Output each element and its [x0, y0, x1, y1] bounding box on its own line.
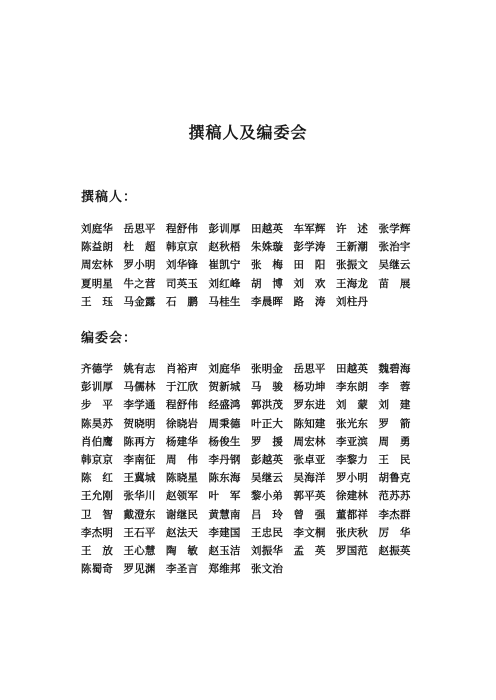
person-name: 罗小明	[336, 472, 369, 485]
person-name: 张光东	[336, 417, 369, 430]
person-name: 李杰群	[378, 508, 411, 521]
person-name: 罗见渊	[123, 563, 156, 576]
person-name: 韩京京	[166, 241, 199, 254]
person-name: 彭越英	[251, 453, 284, 466]
person-name: 许 述	[336, 223, 369, 235]
person-name: 刘柱丹	[336, 295, 369, 308]
person-name: 路 涛	[293, 295, 326, 308]
person-name: 田越英	[336, 363, 369, 375]
person-name: 郭洪茂	[251, 399, 284, 412]
person-name: 李文桐	[293, 526, 326, 539]
person-name: 牛之营	[123, 277, 156, 290]
person-name: 刘庭华	[81, 223, 114, 235]
person-name: 周 勇	[378, 435, 411, 448]
person-name: 齐德学	[81, 363, 114, 375]
person-name: 朱姝璇	[251, 241, 284, 254]
person-name: 赵振英	[378, 544, 411, 557]
person-name: 张治宇	[378, 241, 411, 254]
person-name: 王 民	[378, 453, 411, 466]
person-name: 贺晓明	[123, 417, 156, 430]
person-name: 夏明星	[81, 277, 114, 290]
person-name: 于江欣	[166, 381, 199, 394]
person-name: 张华川	[123, 490, 156, 503]
person-name: 陈 红	[81, 472, 114, 485]
person-name: 王海龙	[336, 277, 369, 290]
person-name: 李亚滨	[336, 435, 369, 448]
person-name: 董都祥	[336, 508, 369, 521]
person-name: 罗 援	[251, 435, 284, 448]
person-name: 周 伟	[166, 453, 199, 466]
person-name: 张明金	[251, 363, 284, 375]
person-name: 郭平英	[293, 490, 326, 503]
person-name: 田越英	[251, 223, 284, 235]
person-name: 陈蜀奇	[81, 563, 114, 576]
person-name: 肖裕声	[166, 363, 199, 375]
person-name: 陈昊苏	[81, 417, 114, 430]
person-name: 石 鹏	[166, 295, 199, 308]
person-name: 范苏苏	[378, 490, 411, 503]
person-name: 杨功坤	[293, 381, 326, 394]
person-name: 赵法天	[166, 526, 199, 539]
person-name: 杜 超	[123, 241, 156, 254]
person-name: 叶正大	[251, 417, 284, 430]
person-name: 杨俊生	[208, 435, 241, 448]
person-name: 赵玉洁	[208, 544, 241, 557]
person-name: 刘庭华	[208, 363, 241, 375]
person-name: 马桂生	[208, 295, 241, 308]
person-name: 王忠民	[251, 526, 284, 539]
person-name: 马 骏	[251, 381, 284, 394]
person-name: 车军辉	[293, 223, 326, 235]
person-name: 李南征	[123, 453, 156, 466]
person-name: 崔凯宁	[208, 259, 241, 272]
person-name: 戴澄东	[123, 508, 156, 521]
person-name: 王 放	[81, 544, 114, 557]
editors-name-grid	[81, 360, 421, 578]
person-name: 张文治	[251, 563, 284, 576]
person-name: 李学通	[123, 399, 156, 412]
person-name: 岳思平	[293, 363, 326, 375]
person-name: 厉 华	[378, 526, 411, 539]
writers-name-grid	[81, 220, 421, 311]
person-name: 吴继云	[251, 472, 284, 485]
person-name: 罗小明	[123, 259, 156, 272]
person-name: 卫 智	[81, 508, 114, 521]
person-name: 刘振华	[251, 544, 284, 557]
person-name: 赵领军	[166, 490, 199, 503]
person-name: 王 珏	[81, 295, 114, 308]
person-name: 赵秋梧	[208, 241, 241, 254]
editors-section-label: 编委会：	[81, 331, 138, 346]
person-name: 李晨晖	[251, 295, 284, 308]
person-name: 步 平	[81, 399, 114, 412]
person-name: 张 梅	[251, 259, 284, 272]
person-name: 杨建华	[166, 435, 199, 448]
person-name: 王冀城	[123, 472, 156, 485]
person-name: 彭训厚	[81, 381, 114, 394]
person-name: 吕 玲	[251, 508, 284, 521]
person-name: 李圣言	[166, 563, 199, 576]
person-name: 吴海洋	[293, 472, 326, 485]
person-name: 陈东海	[208, 472, 241, 485]
person-name: 陈知建	[293, 417, 326, 430]
person-name: 吴继云	[378, 259, 411, 272]
person-name: 姚有志	[123, 363, 156, 375]
person-name: 马金露	[123, 295, 156, 308]
person-name: 经盛鸿	[208, 399, 241, 412]
person-name: 周宏林	[293, 435, 326, 448]
person-name: 李黎力	[336, 453, 369, 466]
person-name: 陈益朗	[81, 241, 114, 254]
person-name: 郑维邦	[208, 563, 241, 576]
person-name: 谢继民	[166, 508, 199, 521]
person-name: 马儒林	[123, 381, 156, 394]
person-name: 曾 强	[293, 508, 326, 521]
person-name: 张庆秋	[336, 526, 369, 539]
person-name: 罗东进	[293, 399, 326, 412]
person-name: 张学辉	[378, 223, 411, 235]
person-name: 刘华锋	[166, 259, 199, 272]
person-name: 周宏林	[81, 259, 114, 272]
person-name: 肖伯鹰	[81, 435, 114, 448]
person-name: 司英玉	[166, 277, 199, 290]
person-name: 陈再方	[123, 435, 156, 448]
person-name: 孟 英	[293, 544, 326, 557]
person-name: 王允刚	[81, 490, 114, 503]
page-title: 撰稿人及编委会	[188, 123, 308, 142]
person-name: 罗国范	[336, 544, 369, 557]
person-name: 李建国	[208, 526, 241, 539]
person-name: 程舒伟	[166, 399, 199, 412]
person-name: 胡 博	[251, 277, 284, 290]
person-name: 陶 敏	[166, 544, 199, 557]
person-name: 周秉德	[208, 417, 241, 430]
person-name: 陈晓星	[166, 472, 199, 485]
person-name: 李东朗	[336, 381, 369, 394]
person-name: 贺新城	[208, 381, 241, 394]
person-name: 叶 军	[208, 490, 241, 503]
person-name: 李杰明	[81, 526, 114, 539]
person-name: 黄慧南	[208, 508, 241, 521]
person-name: 徐晓岩	[166, 417, 199, 430]
person-name: 程舒伟	[166, 223, 199, 235]
person-name: 王心慧	[123, 544, 156, 557]
person-name: 韩京京	[81, 453, 114, 466]
person-name: 张振文	[336, 259, 369, 272]
person-name: 刘 建	[378, 399, 411, 412]
person-name: 王石平	[123, 526, 156, 539]
person-name: 田 阳	[293, 259, 326, 272]
person-name: 彭训厚	[208, 223, 241, 235]
person-name: 魏碧海	[378, 363, 411, 375]
person-name: 李 蓉	[378, 381, 411, 394]
person-name: 刘 蒙	[336, 399, 369, 412]
person-name: 苗 展	[378, 277, 411, 290]
person-name: 彭学涛	[293, 241, 326, 254]
writers-section-label: 撰稿人：	[81, 190, 138, 205]
person-name: 黎小弟	[251, 490, 284, 503]
person-name: 罗 箭	[378, 417, 411, 430]
person-name: 刘 欢	[293, 277, 326, 290]
person-name: 胡鲁克	[378, 472, 411, 485]
person-name: 张卓亚	[293, 453, 326, 466]
person-name: 岳思平	[123, 223, 156, 235]
person-name: 刘红峰	[208, 277, 241, 290]
person-name: 李丹钢	[208, 453, 241, 466]
person-name: 王新潮	[336, 241, 369, 254]
person-name: 徐建林	[336, 490, 369, 503]
